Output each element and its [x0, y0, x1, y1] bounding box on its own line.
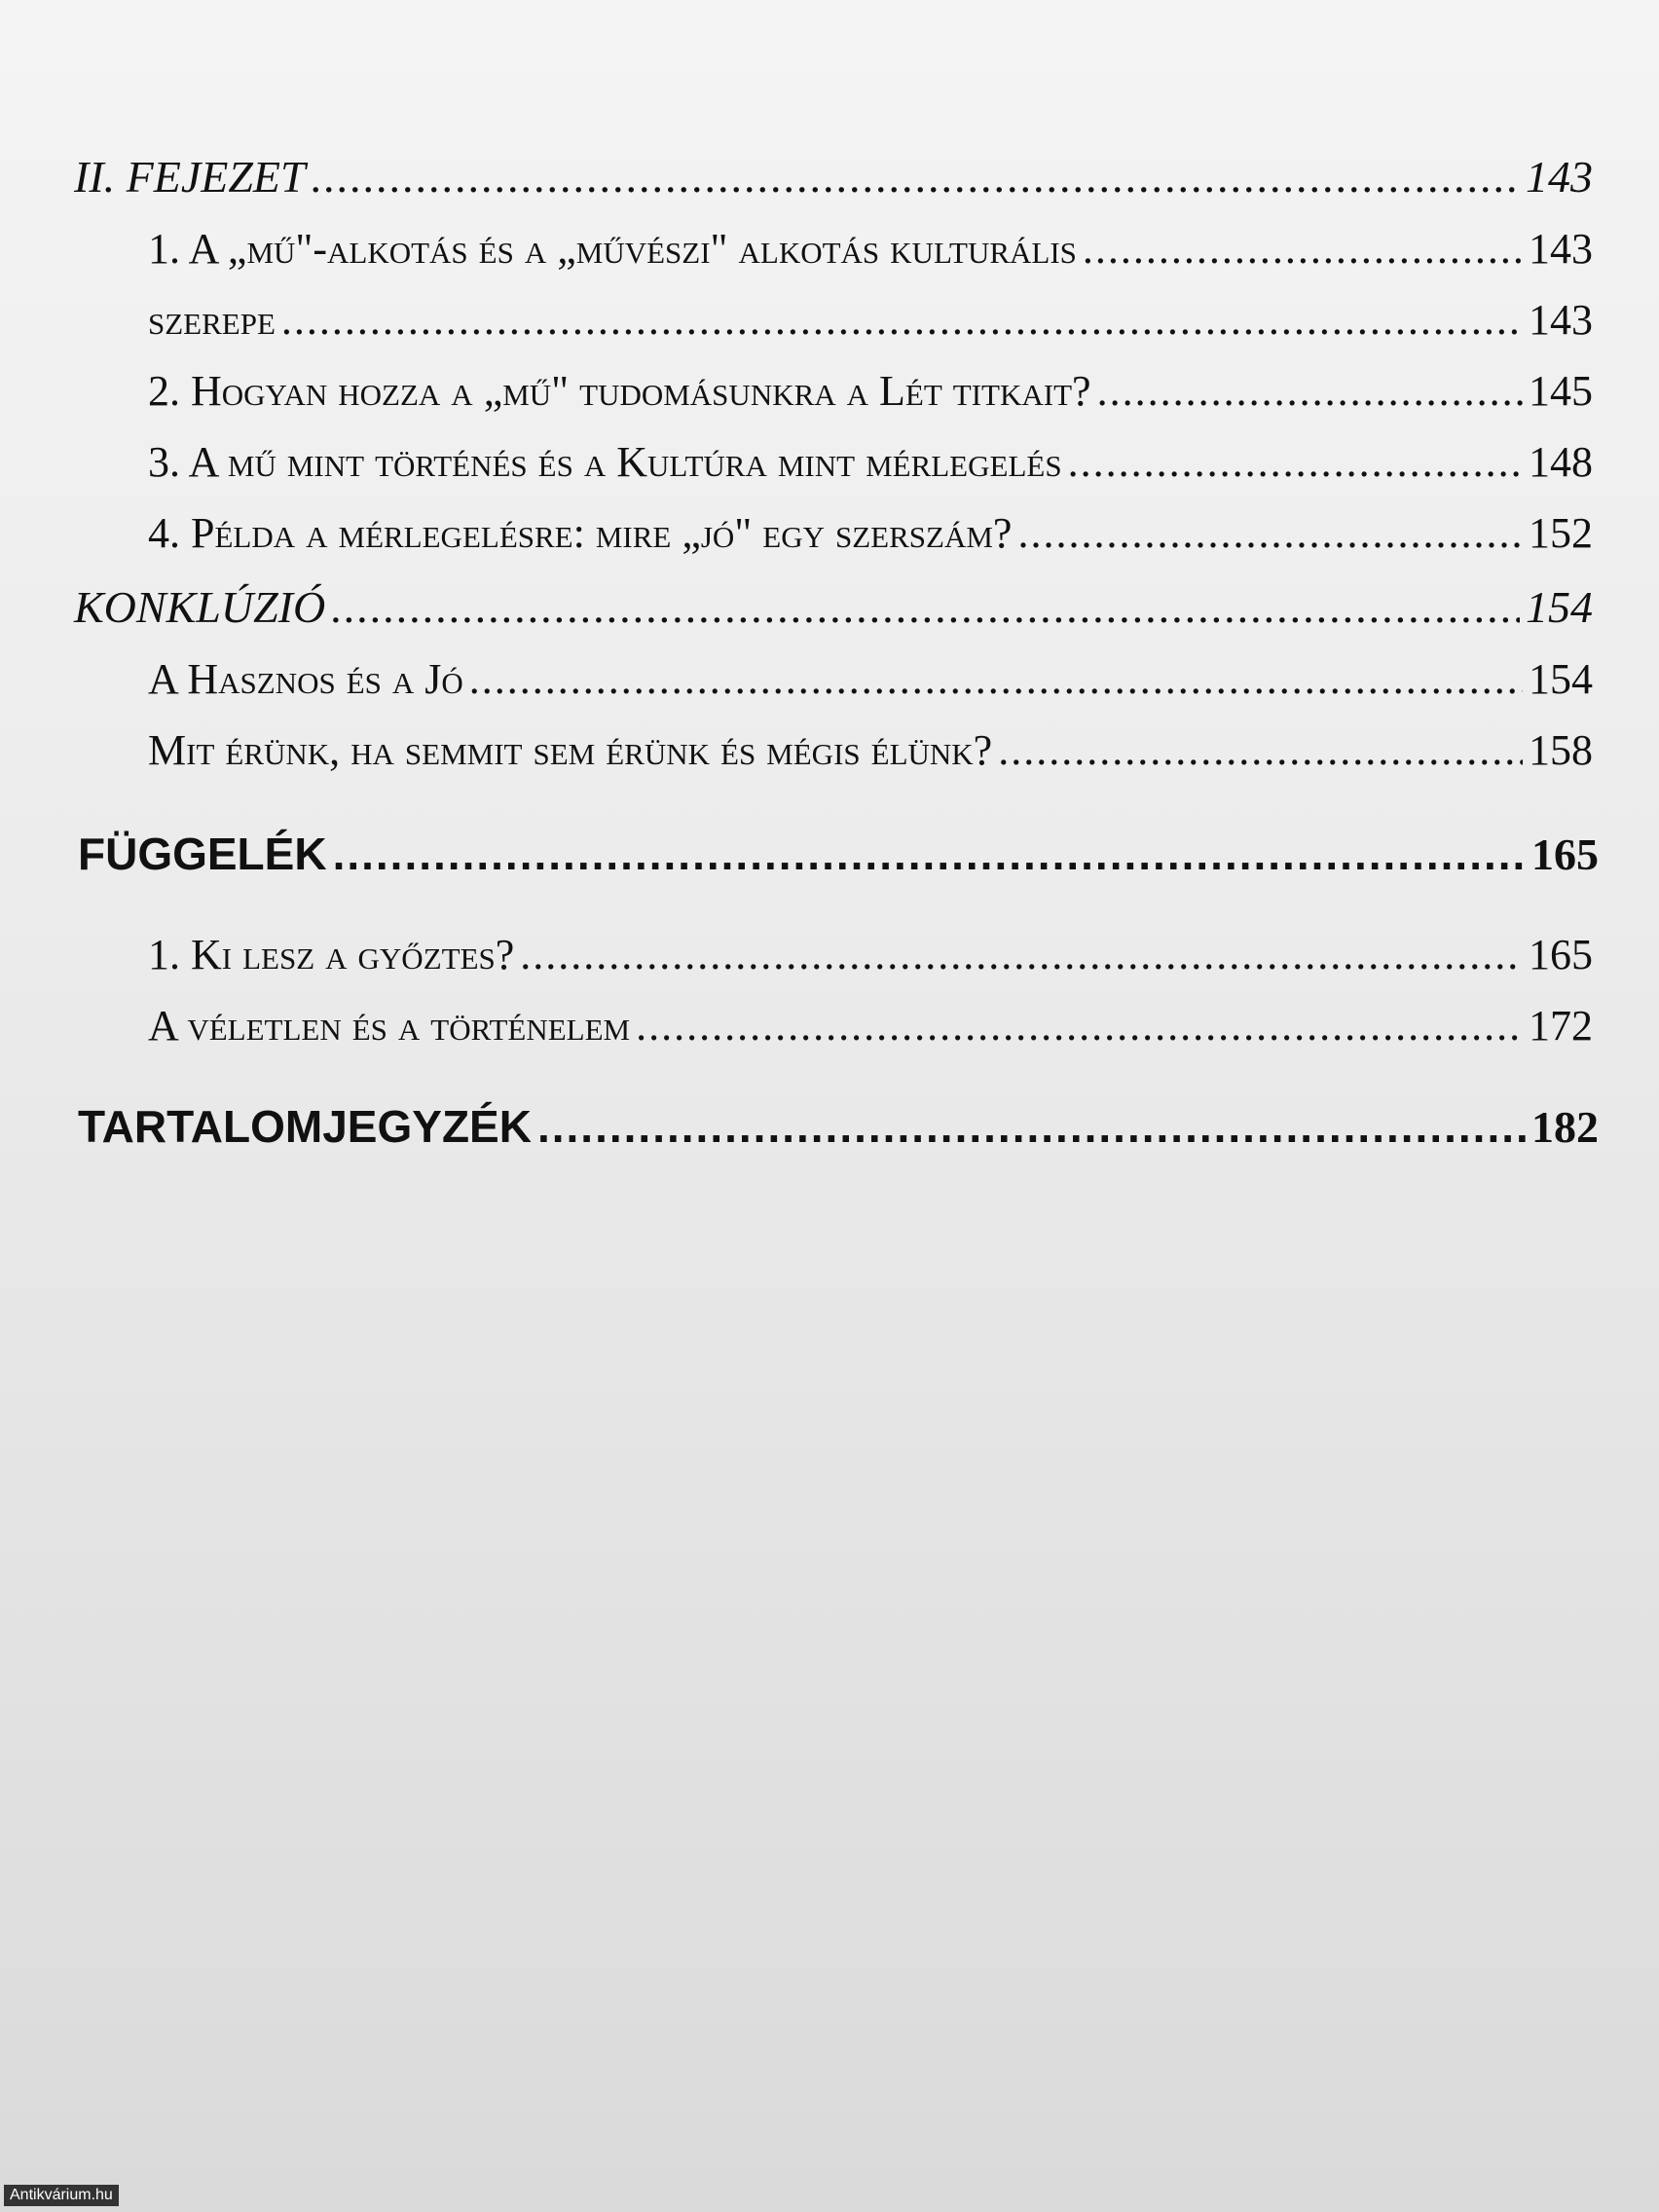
- toc-entry-tartalomjegyzek: [78, 1100, 1599, 1153]
- toc-entry-title: szerepe: [148, 296, 276, 344]
- toc-entry-title: Mit érünk, ha semmit sem érünk és mégis élünk?: [148, 726, 993, 774]
- toc-entry-chapter-2: [74, 151, 1593, 203]
- dot-leader: [312, 151, 1520, 203]
- toc-entry-section-1-cont: [148, 295, 1593, 345]
- dot-leader: [1083, 224, 1523, 274]
- dot-leader: [537, 1100, 1526, 1153]
- dot-leader: [998, 725, 1523, 775]
- toc-entry-title: KONKLÚZIÓ: [74, 582, 326, 632]
- toc-entry-page: 143: [1529, 296, 1593, 344]
- toc-entry-title: 1. A „mű"-alkotás és a „művészi" alkotás kulturális: [148, 225, 1077, 273]
- dot-leader: [333, 828, 1526, 880]
- toc-entry-title: 1. Ki lesz a győztes?: [148, 931, 515, 978]
- toc-entry-title: FÜGGELÉK: [78, 829, 327, 879]
- toc-entry-section-2: [148, 366, 1593, 416]
- dot-leader: [1017, 508, 1523, 558]
- toc-entry-page: 165: [1529, 931, 1593, 978]
- dot-leader: [469, 654, 1523, 704]
- dot-leader: [1097, 366, 1523, 416]
- toc-entry-page: 154: [1529, 655, 1593, 703]
- toc-entry-page: 148: [1529, 438, 1593, 486]
- toc-entry-page: 154: [1526, 582, 1593, 632]
- toc-entry-page: 143: [1529, 225, 1593, 273]
- toc-entry-section-1: [148, 224, 1593, 274]
- dot-leader: [331, 581, 1520, 633]
- toc-entry-page: 172: [1529, 1002, 1593, 1050]
- toc-entry-veletlen: [148, 1001, 1593, 1051]
- toc-entry-section-3: [148, 437, 1593, 487]
- dot-leader: [636, 1001, 1523, 1051]
- toc-entry-section-4: [148, 508, 1593, 558]
- toc-entry-page: 143: [1526, 152, 1593, 202]
- dot-leader: [281, 295, 1523, 345]
- toc-entry-page: 158: [1529, 726, 1593, 774]
- toc-entry-konkluzio: [74, 581, 1593, 633]
- site-watermark: Antikvárium.hu: [4, 2185, 119, 2206]
- toc-entry-page: 152: [1529, 509, 1593, 557]
- toc-entry-title: A Hasznos és a Jó: [148, 655, 463, 703]
- toc-entry-page: 182: [1531, 1102, 1599, 1152]
- dot-leader: [520, 930, 1523, 979]
- toc-entry-title: 3. A mű mint történés és a Kultúra mint mérlegelés: [148, 438, 1062, 486]
- toc-entry-title: 4. Példa a mérlegelésre: mire „jó" egy szerszám?: [148, 509, 1013, 557]
- toc-entry-hasznos: [148, 654, 1593, 704]
- toc-entry-title: 2. Hogyan hozza a „mű" tudomásunkra a Lét titkait?: [148, 367, 1091, 415]
- toc-entry-page: 165: [1531, 830, 1599, 879]
- toc-entry-title: II. FEJEZET: [74, 152, 306, 202]
- toc-entry-page: 145: [1529, 367, 1593, 415]
- toc-entry-mit-erunk: [148, 725, 1593, 775]
- dot-leader: [1068, 437, 1523, 487]
- toc-entry-title: TARTALOMJEGYZÉK: [78, 1101, 532, 1152]
- toc-entry-title: A véletlen és a történelem: [148, 1002, 631, 1050]
- toc-entry-fuggelek: [78, 828, 1599, 880]
- toc-entry-gyoztes: [148, 930, 1593, 979]
